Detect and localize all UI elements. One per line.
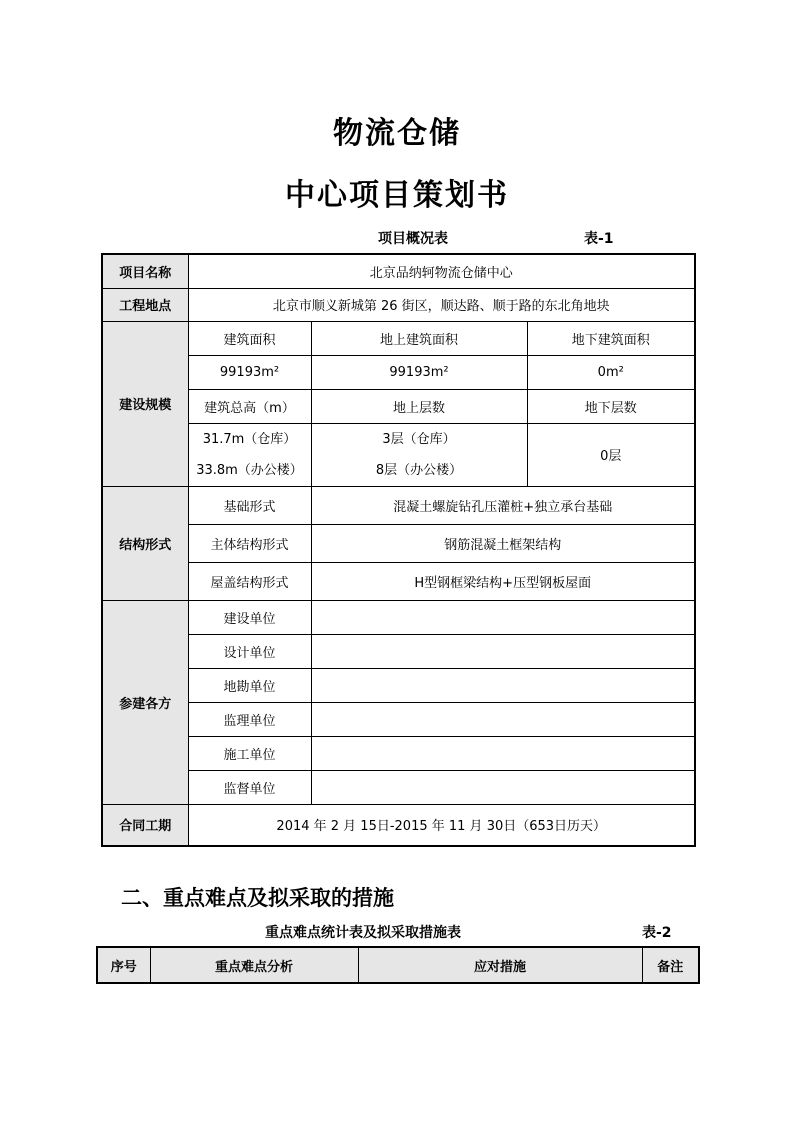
- project-name-label: 项目名称: [102, 254, 188, 288]
- height-warehouse: 31.7m（仓库）: [202, 431, 297, 447]
- height-label: 建筑总高（m）: [188, 389, 311, 423]
- table-row: [102, 423, 695, 486]
- party-value: [311, 702, 695, 736]
- floors-values: [311, 423, 527, 486]
- foundation-value: 混凝土螺旋钻孔压灌桩+独立承台基础: [311, 486, 695, 524]
- foundation-label: 基础形式: [188, 486, 311, 524]
- document-title-line1: 物流仓储: [333, 116, 461, 151]
- party-name: 监督单位: [188, 770, 311, 804]
- party-value: [311, 770, 695, 804]
- roof-structure-label: 屋盖结构形式: [188, 562, 311, 600]
- party-name: 监理单位: [188, 702, 311, 736]
- roof-structure-value: H型钢框梁结构+压型钢板屋面: [311, 562, 695, 600]
- document-title-line2: 中心项目策划书: [285, 178, 509, 213]
- project-overview-table: [101, 253, 696, 847]
- building-area-label: 建筑面积: [188, 321, 311, 355]
- table-row: [102, 254, 695, 288]
- table-row: [102, 702, 695, 736]
- table-row: [102, 736, 695, 770]
- table-header-row: [97, 947, 699, 983]
- location-label: 工程地点: [102, 288, 188, 321]
- project-name-value: 北京品纳轲物流仓储中心: [188, 254, 695, 288]
- table-row: [102, 486, 695, 524]
- party-value: [311, 634, 695, 668]
- below-floors-value: 0层: [527, 423, 695, 486]
- height-office: 33.8m（办公楼）: [196, 462, 303, 478]
- structure-label: 结构形式: [102, 486, 188, 600]
- table-row: [102, 524, 695, 562]
- table-row: [102, 634, 695, 668]
- column-header: 应对措施: [358, 947, 642, 983]
- party-value: [311, 600, 695, 634]
- main-structure-label: 主体结构形式: [188, 524, 311, 562]
- table1-number: 表-1: [584, 231, 614, 247]
- table-row: [102, 562, 695, 600]
- table2-caption: 重点难点统计表及拟采取措施表: [265, 925, 461, 941]
- party-name: 地勘单位: [188, 668, 311, 702]
- table-row: [102, 600, 695, 634]
- location-value: 北京市顺义新城第 26 街区，顺达路、顺于路的东北角地块: [188, 288, 695, 321]
- table1-caption: 项目概况表: [378, 231, 448, 247]
- contract-value: 2014 年 2 月 15日-2015 年 11 月 30日（653日历天）: [188, 804, 695, 846]
- above-floors-label: 地上层数: [311, 389, 527, 423]
- below-area-label: 地下建筑面积: [527, 321, 695, 355]
- party-value: [311, 736, 695, 770]
- table-row: [102, 804, 695, 846]
- parties-label: 参建各方: [102, 600, 188, 804]
- column-header: 序号: [97, 947, 150, 983]
- section-heading: 二、重点难点及拟采取的措施: [121, 885, 394, 910]
- above-area-label: 地上建筑面积: [311, 321, 527, 355]
- floors-warehouse: 3层（仓库）: [382, 431, 456, 447]
- party-name: 建设单位: [188, 600, 311, 634]
- floors-office: 8层（办公楼）: [375, 462, 463, 478]
- table-row: [102, 321, 695, 355]
- contract-label: 合同工期: [102, 804, 188, 846]
- above-area-value: 99193m²: [311, 355, 527, 389]
- below-area-value: 0m²: [527, 355, 695, 389]
- scale-label: 建设规模: [102, 321, 188, 486]
- main-structure-value: 钢筋混凝土框架结构: [311, 524, 695, 562]
- party-value: [311, 668, 695, 702]
- party-name: 施工单位: [188, 736, 311, 770]
- table-row: [102, 389, 695, 423]
- table-row: [102, 288, 695, 321]
- below-floors-label: 地下层数: [527, 389, 695, 423]
- building-area-value: 99193m²: [188, 355, 311, 389]
- column-header: 重点难点分析: [150, 947, 358, 983]
- height-values: [188, 423, 311, 486]
- table2-number: 表-2: [642, 925, 672, 941]
- table-row: [102, 355, 695, 389]
- table-row: [102, 668, 695, 702]
- table-row: [102, 770, 695, 804]
- key-difficulties-table: [96, 946, 700, 984]
- column-header: 备注: [642, 947, 699, 983]
- party-name: 设计单位: [188, 634, 311, 668]
